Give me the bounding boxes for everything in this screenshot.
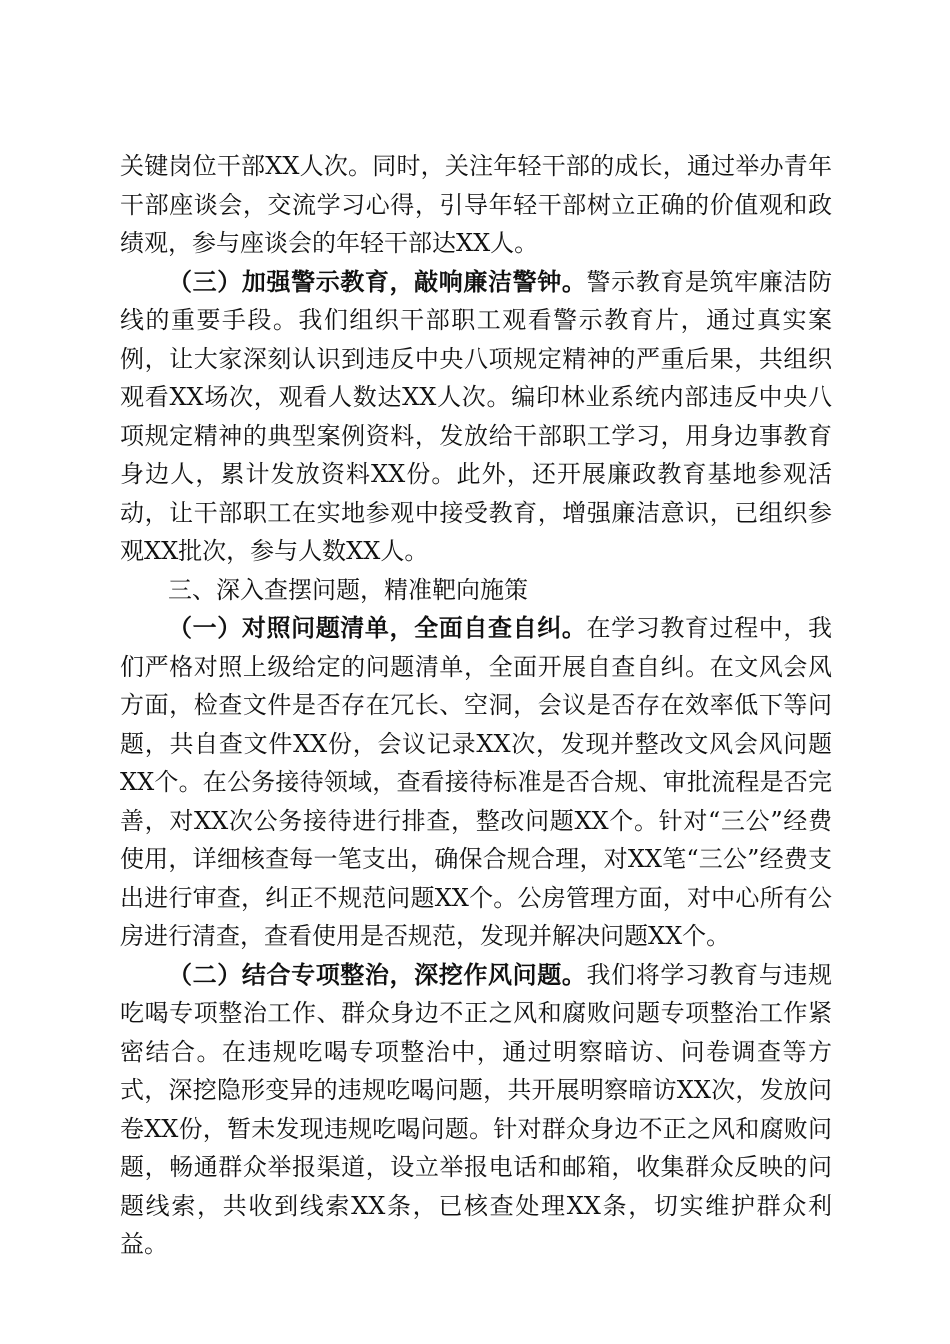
paragraph-text: 我们将学习教育与违规吃喝专项整治工作、群众身边不正之风和腐败问题专项整治工作紧密结合。在违规吃喝专项整治中，通过明察暗访、问卷调查等方式，深挖隐形变异的违规吃喝问题，共开展明察暗访XX次，发放问卷XX份，暂未发现违规吃喝问题。针对群众身边不正之风和腐败问题，畅通群众举报渠道，设立举报电话和邮箱，收集群众反映的问题线索，共收到线索XX条，已核查处理XX条，切实维护群众利益。 bbox=[120, 960, 833, 1258]
paragraph-text: 警示教育是筑牢廉洁防线的重要手段。我们组织干部职工观看警示教育片，通过真实案例，让大家深刻认识到违反中央八项规定精神的严重后果，共组织观看XX场次，观看人数达XX人次。编印林业系统内部违反中央八项规定精神的典型案例资料，发放给干部职工学习，用身边事教育身边人，累计发放资料XX份。此外，还开展廉政教育基地参观活动，让干部职工在实地参观中接受教育，增强廉洁意识，已组织参观XX批次，参与人数XX人。 bbox=[120, 267, 833, 565]
paragraph-self-check bbox=[120, 609, 832, 956]
paragraph-special-rectification bbox=[120, 956, 832, 1264]
paragraph-lead: （二）结合专项整治，深挖作风问题。 bbox=[168, 960, 587, 989]
paragraph-text: 关键岗位干部XX人次。同时，关注年轻干部的成长，通过举办青年干部座谈会，交流学习心得，引导年轻干部树立正确的价值观和政绩观，参与座谈会的年轻干部达XX人。 bbox=[120, 152, 832, 257]
paragraph-lead: （一）对照问题清单，全面自查自纠。 bbox=[168, 614, 587, 642]
document-page bbox=[120, 147, 832, 1264]
paragraph-warning-education bbox=[120, 263, 832, 571]
paragraph-continuation bbox=[120, 147, 832, 263]
section-heading: 三、深入查摆问题，精准靶向施策 bbox=[168, 575, 528, 604]
paragraph-text: 在学习教育过程中，我们严格对照上级给定的问题清单，全面开展自查自纠。在文风会风方面，检查文件是否存在冗长、空洞，会议是否存在效率低下等问题，共自查文件XX份，会议记录XX次，发现并整改文风会风问题XX个。在公务接待领域，查看接待标准是否合规、审批流程是否完善，对XX次公务接待进行排查，整改问题XX个。针对“三公”经费使用，详细核查每一笔支出，确保合规合理，对XX笔“三公”经费支出进行审查，纠正不规范问题XX个。公房管理方面，对中心所有公房进行清查，查看使用是否规范，发现并解决问题XX个。 bbox=[120, 614, 833, 950]
paragraph-lead: （三）加强警示教育，敲响廉洁警钟。 bbox=[168, 267, 587, 296]
